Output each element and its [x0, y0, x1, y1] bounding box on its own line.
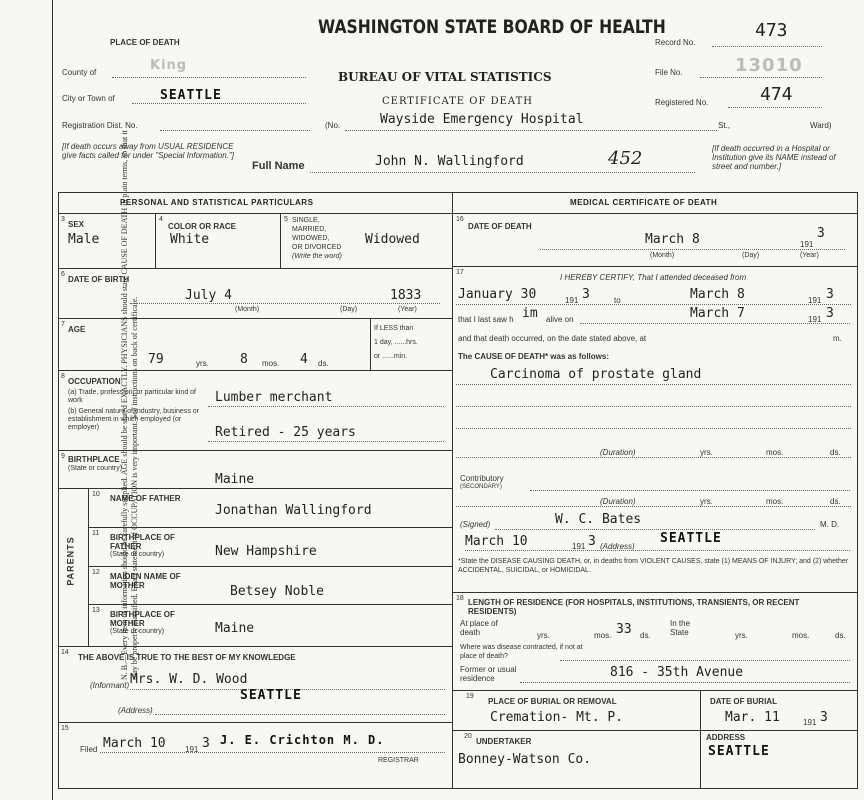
row-dod-bottom — [452, 266, 857, 267]
registered-value: 474 — [760, 84, 793, 105]
age-years: 79 — [148, 352, 164, 367]
marital-label-divorced: OR DIVORCED — [292, 244, 342, 251]
occ-a-value: Lumber merchant — [215, 390, 333, 405]
burial-date: Mar. 11 — [725, 710, 780, 725]
marital-labels — [292, 216, 342, 261]
color-divider — [280, 213, 281, 268]
file-label: File No. — [655, 68, 683, 77]
occ-b-label: (b) General nature of Industry, business or establishment in which employed (or employer) — [68, 408, 199, 431]
age-months: 8 — [240, 352, 248, 367]
alive-line — [580, 323, 850, 324]
record-label: Record No. — [655, 38, 696, 47]
alive-year-digit: 3 — [826, 306, 834, 321]
duration-yrs-2: yrs. — [700, 497, 713, 506]
away-note: [If death occurs away from USUAL RESIDENCE give facts called for under "Special Information."] — [62, 142, 234, 160]
hospital-note: [If death occurred in a Hospital or Institution give its NAME instead of street and number.] — [712, 144, 836, 171]
duration-line-1 — [456, 457, 851, 458]
full-name-number: 452 — [608, 148, 643, 169]
day-hrs-label: 1 day, ......hrs. — [374, 339, 418, 346]
or-min-label: or ......min. — [374, 353, 408, 360]
dob-day-label: (Day) — [340, 306, 358, 313]
former-value: 816 - 35th Avenue — [610, 665, 744, 680]
undertaker-city: SEATTLE — [708, 744, 770, 759]
occ-a-line — [208, 406, 444, 407]
birthplace-label: BIRTHPLACE — [68, 455, 120, 464]
city-line — [132, 103, 306, 104]
place-of-death-label: PLACE OF DEATH — [110, 38, 180, 47]
duration-label-2: (Duration) — [600, 497, 636, 506]
marital-value: Widowed — [365, 232, 420, 247]
father-value: Jonathan Wallingford — [215, 503, 372, 518]
signed-address-line — [465, 550, 850, 551]
num-18: 18 — [456, 595, 464, 602]
filed-year-prefix: 191 — [185, 745, 199, 754]
signed-year-prefix: 191 — [572, 542, 586, 551]
row-sex-bottom — [58, 268, 452, 269]
row-burial-bottom — [452, 730, 857, 731]
duration-yrs-1: yrs. — [700, 448, 713, 457]
in-state-label: In the State — [670, 619, 691, 637]
attended-line — [456, 304, 851, 305]
registered-label: Registered No. — [655, 98, 709, 107]
state-yrs-label: yrs. — [735, 631, 748, 640]
undertaker-value: Bonney-Watson Co. — [458, 752, 592, 767]
from-date: January 30 — [458, 287, 537, 302]
signed-value: W. C. Bates — [555, 512, 642, 527]
age-days: 4 — [300, 352, 308, 367]
cause-line-3 — [456, 428, 851, 429]
to-label: to — [614, 296, 621, 305]
cause-line-2 — [456, 406, 851, 407]
mother-bp-sub: (State or country) — [110, 628, 165, 635]
res-days: 33 — [616, 622, 632, 637]
burial-divider — [700, 690, 701, 788]
dod-label: DATE OF DEATH — [468, 222, 532, 231]
at-place-label: At place of death — [460, 619, 498, 637]
burial-year-digit: 3 — [820, 710, 828, 725]
cause-line-1 — [456, 384, 851, 385]
registrar-value: J. E. Crichton M. D. — [220, 733, 385, 747]
from-year-prefix: 191 — [565, 296, 579, 305]
left-margin-line — [52, 0, 53, 800]
row-informant-bottom — [58, 722, 452, 723]
dob-line — [130, 303, 440, 304]
sex-label: SEX — [68, 220, 85, 229]
last-saw-value: im — [522, 306, 538, 321]
alive-on-label: alive on — [546, 315, 574, 324]
alive-year-prefix: 191 — [808, 315, 822, 324]
dob-label: DATE OF BIRTH — [68, 275, 130, 284]
city-value: SEATTLE — [160, 88, 222, 103]
mother-label: MAIDEN NAME OF MOTHER — [110, 572, 181, 590]
less-than-block — [374, 322, 418, 364]
num-14: 14 — [61, 649, 69, 656]
grid-right — [857, 192, 858, 788]
dod-month-day: March 8 — [645, 232, 700, 247]
age-mos-label: mos. — [262, 359, 280, 368]
res-ds-label: ds. — [640, 631, 651, 640]
informant-address-line — [155, 714, 445, 715]
num-13: 13 — [92, 607, 100, 614]
registered-line — [728, 107, 822, 108]
former-line — [520, 682, 850, 683]
num-3: 3 — [61, 216, 65, 223]
age-yrs-label: yrs. — [196, 359, 209, 368]
duration-mos-2: mos. — [766, 497, 784, 506]
num-11: 11 — [92, 530, 100, 537]
st-label: St., — [718, 121, 731, 130]
signed-city: SEATTLE — [660, 531, 722, 546]
burial-date-label: DATE OF BURIAL — [710, 697, 777, 706]
ward-label: Ward) — [810, 121, 832, 130]
row-age-bottom — [58, 370, 452, 371]
father-bp-sub: (State or country) — [110, 551, 165, 558]
county-line — [112, 77, 306, 78]
num-6: 6 — [61, 271, 65, 278]
marital-label-married: MARRIED, — [292, 226, 327, 233]
no-label: (No. — [325, 121, 341, 130]
mother-bp-label: BIRTHPLACE OF MOTHER — [110, 610, 175, 628]
former-label: Former or usual residence — [460, 665, 517, 683]
dod-month-label: (Month) — [650, 252, 675, 259]
num-16: 16 — [456, 216, 464, 223]
true-label: THE ABOVE IS TRUE TO THE BEST OF MY KNOWLEDGE — [78, 653, 296, 662]
burial-label: PLACE OF BURIAL OR REMOVAL — [488, 697, 617, 706]
father-bp-value: New Hampshire — [215, 544, 317, 559]
marital-label-widowed: WIDOWED, — [292, 235, 330, 242]
county-label: County of — [62, 68, 97, 77]
personal-section-title: PERSONAL AND STATISTICAL PARTICULARS — [120, 198, 314, 207]
county-value: King — [150, 58, 188, 73]
record-value: 473 — [755, 20, 788, 41]
row-bp-bottom — [58, 488, 452, 489]
signed-label: (Signed) — [460, 520, 491, 529]
to-year-prefix: 191 — [808, 296, 822, 305]
full-name-value: John N. Wallingford — [375, 154, 524, 169]
dob-month-day: July 4 — [185, 288, 232, 303]
contracted-line — [560, 660, 850, 661]
age-label: AGE — [68, 325, 86, 334]
marital-label-single: SINGLE, — [292, 217, 320, 224]
signed-address-label: (Address) — [600, 542, 635, 551]
birthplace-sub: (State or country) — [68, 465, 123, 472]
city-label: City or Town of — [62, 94, 115, 103]
num-15: 15 — [61, 725, 69, 732]
state-ds-label: ds. — [835, 631, 846, 640]
undertaker-address-label: ADDRESS — [706, 733, 746, 742]
grid-left — [58, 192, 59, 788]
certify-text: I HEREBY CERTIFY, That I attended deceased from — [560, 273, 747, 282]
color-label: COLOR OR RACE — [168, 222, 236, 231]
hospital-line — [345, 130, 717, 131]
row-mother-bp-bottom — [58, 646, 452, 647]
father-bp-label: BIRTHPLACE OF FATHER — [110, 533, 175, 551]
less-than-label: If LESS than — [374, 325, 414, 332]
file-line — [700, 77, 822, 78]
to-date: March 8 — [690, 287, 745, 302]
certificate-title: CERTIFICATE OF DEATH — [382, 96, 533, 107]
parents-label: PARENTS — [65, 536, 76, 586]
hospital-value: Wayside Emergency Hospital — [380, 112, 584, 127]
signed-line — [495, 529, 815, 530]
cause-label: The CAUSE OF DEATH* was as follows: — [458, 352, 609, 361]
filed-date: March 10 — [103, 736, 166, 751]
num-9: 9 — [61, 453, 65, 460]
state-mos-label: mos. — [792, 631, 810, 640]
full-name-line — [310, 172, 695, 173]
father-label: NAME OF FATHER — [110, 494, 181, 503]
duration-line-2 — [456, 506, 851, 507]
contributory-label: Contributory — [460, 474, 504, 483]
grid-header-bottom — [58, 213, 858, 214]
num-8: 8 — [61, 373, 65, 380]
dob-month-label: (Month) — [235, 306, 260, 313]
from-year-digit: 3 — [582, 287, 590, 302]
informant-value: Mrs. W. D. Wood — [130, 672, 248, 687]
informant-city: SEATTLE — [240, 688, 302, 703]
board-title: WASHINGTON STATE BOARD OF HEALTH — [318, 16, 666, 38]
to-year-digit: 3 — [826, 287, 834, 302]
occ-b-line — [208, 441, 444, 442]
footnote: *State the DISEASE CAUSING DEATH, or, in deaths from VIOLENT CAUSES, state (1) MEANS OF INJURY; and (2) whether ACCIDENTAL, SUICIDAL, or HOMICIDAL. — [458, 558, 849, 574]
address-label: (Address) — [118, 706, 153, 715]
duration-mos-1: mos. — [766, 448, 784, 457]
full-name-label: Full Name — [252, 160, 305, 172]
contracted-label: Where was disease contracted, if not at place of death? — [460, 644, 583, 660]
dob-year: 1833 — [390, 288, 422, 303]
filed-label: Filed — [80, 745, 98, 754]
res-yrs-label: yrs. — [537, 631, 550, 640]
m-label: m. — [833, 334, 842, 343]
file-value: 13010 — [735, 55, 803, 76]
row-medical-bottom — [452, 592, 857, 593]
row-father-bp-bottom — [88, 566, 452, 567]
num-12: 12 — [92, 569, 100, 576]
color-value: White — [170, 232, 210, 247]
filed-line — [100, 752, 445, 753]
num-17: 17 — [456, 269, 464, 276]
md-label: M. D. — [820, 520, 840, 529]
dod-year-prefix: 191 — [800, 240, 814, 249]
grid-middle — [452, 192, 453, 788]
age-divider — [370, 318, 371, 370]
grid-top — [58, 192, 858, 193]
reg-dist-label: Registration Dist. No. — [62, 121, 138, 130]
num-7: 7 — [61, 321, 65, 328]
medical-section-title: MEDICAL CERTIFICATE OF DEATH — [570, 198, 718, 207]
dod-line — [540, 249, 845, 250]
dod-year-digit: 3 — [817, 226, 825, 241]
duration-ds-2: ds. — [830, 497, 841, 506]
parents-divider — [88, 488, 89, 646]
marital-note: (Write the word) — [292, 253, 342, 260]
bureau-title: BUREAU OF VITAL STATISTICS — [338, 70, 552, 84]
sex-divider — [155, 213, 156, 268]
duration-label-1: (Duration) — [600, 448, 636, 457]
dod-year-label: (Year) — [800, 252, 819, 259]
cause-value: Carcinoma of prostate gland — [490, 367, 702, 382]
last-saw-label: that I last saw h — [458, 315, 514, 324]
duration-ds-1: ds. — [830, 448, 841, 457]
occupation-label: OCCUPATION — [68, 377, 121, 386]
res-mos-label: mos. — [594, 631, 612, 640]
undertaker-label: UNDERTAKER — [476, 737, 532, 746]
sex-value: Male — [68, 232, 100, 247]
num-20: 20 — [464, 733, 472, 740]
mother-bp-value: Maine — [215, 621, 255, 636]
row-mother-bottom — [88, 604, 452, 605]
birthplace-value: Maine — [215, 472, 255, 487]
num-10: 10 — [92, 491, 100, 498]
age-ds-label: ds. — [318, 359, 329, 368]
alive-on-date: March 7 — [690, 306, 745, 321]
grid-bottom — [58, 788, 858, 789]
informant-label: (Informant) — [90, 681, 130, 690]
reg-dist-line — [160, 130, 310, 131]
row-residence-bottom — [452, 690, 857, 691]
row-father-bottom — [88, 527, 452, 528]
signed-year-digit: 3 — [588, 534, 596, 549]
row-occ-bottom — [58, 450, 452, 451]
record-line — [712, 46, 822, 47]
secondary-label: (SECONDARY) — [460, 484, 502, 490]
dod-day-label: (Day) — [742, 252, 760, 259]
occ-b-value: Retired - 25 years — [215, 425, 356, 440]
sidebar-note: N. B.—Every item of information should be carefully supplied. AGE should be stated EXACTLY. PHYSICIANS should state CAUSE OF DEATH in plain terms, so that it may be properly classified. Exact statement of OCCUPATION is very important. See instructions on back of certificate. — [120, 130, 139, 680]
contributory-line — [530, 490, 850, 491]
mother-value: Betsey Noble — [230, 584, 324, 599]
num-19: 19 — [466, 693, 474, 700]
residence-label: LENGTH OF RESIDENCE (FOR HOSPITALS, INSTITUTIONS, TRANSIENTS, OR RECENT RESIDENTS) — [468, 598, 800, 616]
dob-year-label: (Year) — [398, 306, 417, 313]
occ-a-label: (a) Trade, profession, or particular kind of work — [68, 389, 197, 404]
registrar-label: REGISTRAR — [378, 757, 419, 764]
num-4: 4 — [159, 216, 163, 223]
num-5: 5 — [284, 216, 288, 223]
filed-year-digit: 3 — [202, 736, 210, 751]
row-dob-bottom — [58, 318, 452, 319]
signed-date: March 10 — [465, 534, 528, 549]
death-occurred-label: and that death occurred, on the date stated above, at — [458, 334, 647, 343]
burial-year-prefix: 191 — [803, 718, 817, 727]
burial-value: Cremation- Mt. P. — [490, 710, 624, 725]
